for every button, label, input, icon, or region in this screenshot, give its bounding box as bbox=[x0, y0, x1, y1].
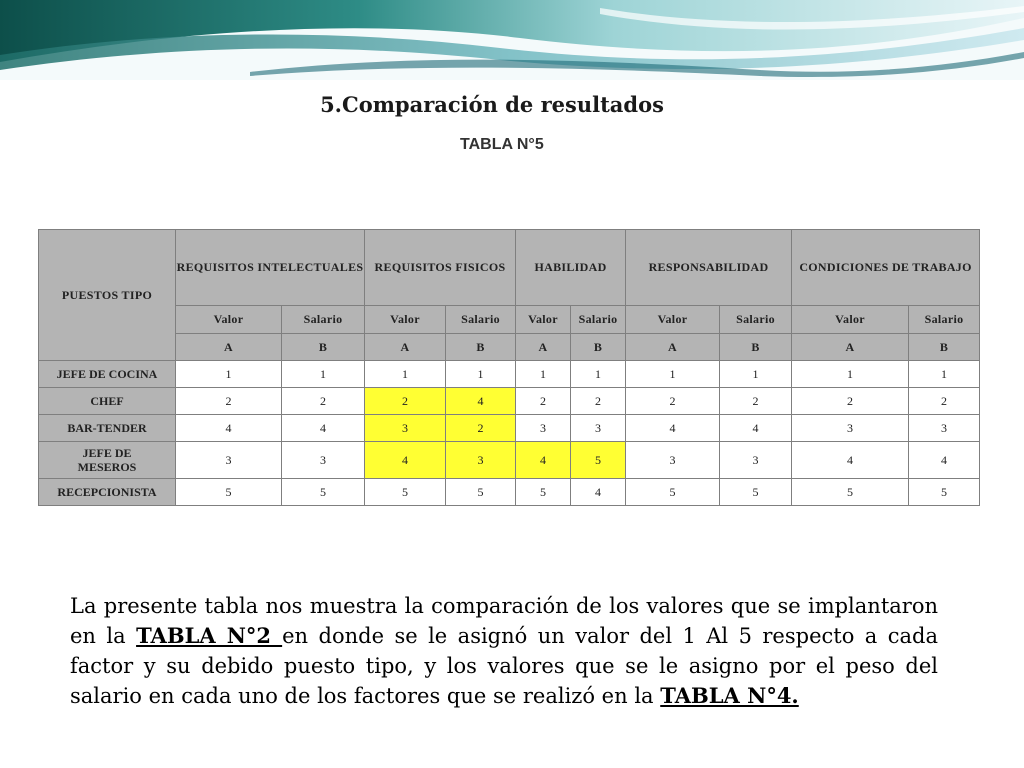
value-cell: 1 bbox=[571, 361, 626, 388]
value-cell: 2 bbox=[516, 388, 571, 415]
value-cell: 1 bbox=[909, 361, 980, 388]
value-cell: 3 bbox=[909, 415, 980, 442]
value-cell: 5 bbox=[446, 479, 516, 506]
value-cell: 5 bbox=[516, 479, 571, 506]
valor-header: Valor bbox=[516, 306, 571, 334]
table-caption: TABLA N°5 bbox=[460, 136, 544, 153]
highlighted-value-cell: 3 bbox=[446, 442, 516, 479]
puesto-cell: BAR-TENDER bbox=[39, 415, 176, 442]
table-row bbox=[39, 415, 980, 442]
comparison-table bbox=[38, 229, 980, 506]
table-row bbox=[39, 442, 980, 479]
col-code-a: A bbox=[176, 334, 282, 361]
value-cell: 1 bbox=[720, 361, 792, 388]
value-cell: 3 bbox=[176, 442, 282, 479]
value-cell: 5 bbox=[365, 479, 446, 506]
puestos-tipo-header: PUESTOS TIPO bbox=[39, 230, 176, 361]
value-cell: 2 bbox=[909, 388, 980, 415]
value-cell: 5 bbox=[176, 479, 282, 506]
highlighted-value-cell: 3 bbox=[365, 415, 446, 442]
factor-header: REQUISITOS INTELECTUALES bbox=[176, 230, 365, 306]
value-cell: 1 bbox=[365, 361, 446, 388]
value-cell: 1 bbox=[176, 361, 282, 388]
highlighted-value-cell: 2 bbox=[365, 388, 446, 415]
col-code-a: A bbox=[516, 334, 571, 361]
value-cell: 5 bbox=[909, 479, 980, 506]
salario-header: Salario bbox=[909, 306, 980, 334]
valor-header: Valor bbox=[792, 306, 909, 334]
value-cell: 4 bbox=[282, 415, 365, 442]
valor-header: Valor bbox=[626, 306, 720, 334]
value-cell: 3 bbox=[626, 442, 720, 479]
col-code-a: A bbox=[365, 334, 446, 361]
col-code-b: B bbox=[909, 334, 980, 361]
salario-header: Salario bbox=[282, 306, 365, 334]
value-cell: 3 bbox=[720, 442, 792, 479]
factor-header: CONDICIONES DE TRABAJO bbox=[792, 230, 980, 306]
factor-header: RESPONSABILIDAD bbox=[626, 230, 792, 306]
highlighted-value-cell: 5 bbox=[571, 442, 626, 479]
value-cell: 5 bbox=[626, 479, 720, 506]
table-row bbox=[39, 388, 980, 415]
value-cell: 1 bbox=[446, 361, 516, 388]
salario-header: Salario bbox=[446, 306, 516, 334]
value-cell: 1 bbox=[626, 361, 720, 388]
value-cell: 2 bbox=[626, 388, 720, 415]
puesto-cell: RECEPCIONISTA bbox=[39, 479, 176, 506]
value-cell: 4 bbox=[176, 415, 282, 442]
value-cell: 4 bbox=[626, 415, 720, 442]
value-cell: 1 bbox=[282, 361, 365, 388]
col-code-b: B bbox=[282, 334, 365, 361]
value-cell: 2 bbox=[571, 388, 626, 415]
col-code-a: A bbox=[626, 334, 720, 361]
col-code-b: B bbox=[446, 334, 516, 361]
value-cell: 4 bbox=[909, 442, 980, 479]
highlighted-value-cell: 4 bbox=[446, 388, 516, 415]
salario-header: Salario bbox=[720, 306, 792, 334]
value-cell: 3 bbox=[282, 442, 365, 479]
valor-header: Valor bbox=[176, 306, 282, 334]
value-cell: 4 bbox=[720, 415, 792, 442]
description-paragraph bbox=[70, 591, 938, 711]
highlighted-value-cell: 2 bbox=[446, 415, 516, 442]
paragraph-text: en donde se le asignó un valor del 1 Al 5 respecto a cada factor y su debido puesto tipo, y los valores que se le asigno por el peso del salario en cada uno de los factores que se realizó en la bbox=[70, 624, 938, 708]
value-cell: 3 bbox=[792, 415, 909, 442]
paragraph-text: La presente tabla nos muestra la comparación de los valores que se implantaron en la bbox=[70, 594, 938, 648]
value-cell: 1 bbox=[516, 361, 571, 388]
salario-header: Salario bbox=[571, 306, 626, 334]
value-cell: 2 bbox=[282, 388, 365, 415]
valor-header: Valor bbox=[365, 306, 446, 334]
highlighted-value-cell: 4 bbox=[516, 442, 571, 479]
table-row bbox=[39, 361, 980, 388]
value-cell: 5 bbox=[720, 479, 792, 506]
value-cell: 5 bbox=[792, 479, 909, 506]
value-cell: 2 bbox=[176, 388, 282, 415]
col-code-b: B bbox=[720, 334, 792, 361]
value-cell: 5 bbox=[282, 479, 365, 506]
value-cell: 4 bbox=[571, 479, 626, 506]
value-cell: 4 bbox=[792, 442, 909, 479]
puesto-cell: JEFE DE MESEROS bbox=[39, 442, 176, 479]
section-title: 5.Comparación de resultados bbox=[320, 92, 664, 117]
header-wave-banner bbox=[0, 0, 1024, 80]
factor-header: REQUISITOS FISICOS bbox=[365, 230, 516, 306]
factor-header: HABILIDAD bbox=[516, 230, 626, 306]
value-cell: 2 bbox=[720, 388, 792, 415]
puesto-cell: JEFE DE COCINA bbox=[39, 361, 176, 388]
col-code-b: B bbox=[571, 334, 626, 361]
col-code-a: A bbox=[792, 334, 909, 361]
value-cell: 1 bbox=[792, 361, 909, 388]
value-cell: 2 bbox=[792, 388, 909, 415]
puesto-cell: CHEF bbox=[39, 388, 176, 415]
table-reference: TABLA N°2 bbox=[136, 623, 283, 648]
table-row bbox=[39, 479, 980, 506]
value-cell: 3 bbox=[516, 415, 571, 442]
value-cell: 3 bbox=[571, 415, 626, 442]
highlighted-value-cell: 4 bbox=[365, 442, 446, 479]
table-reference: TABLA N°4. bbox=[660, 683, 799, 708]
